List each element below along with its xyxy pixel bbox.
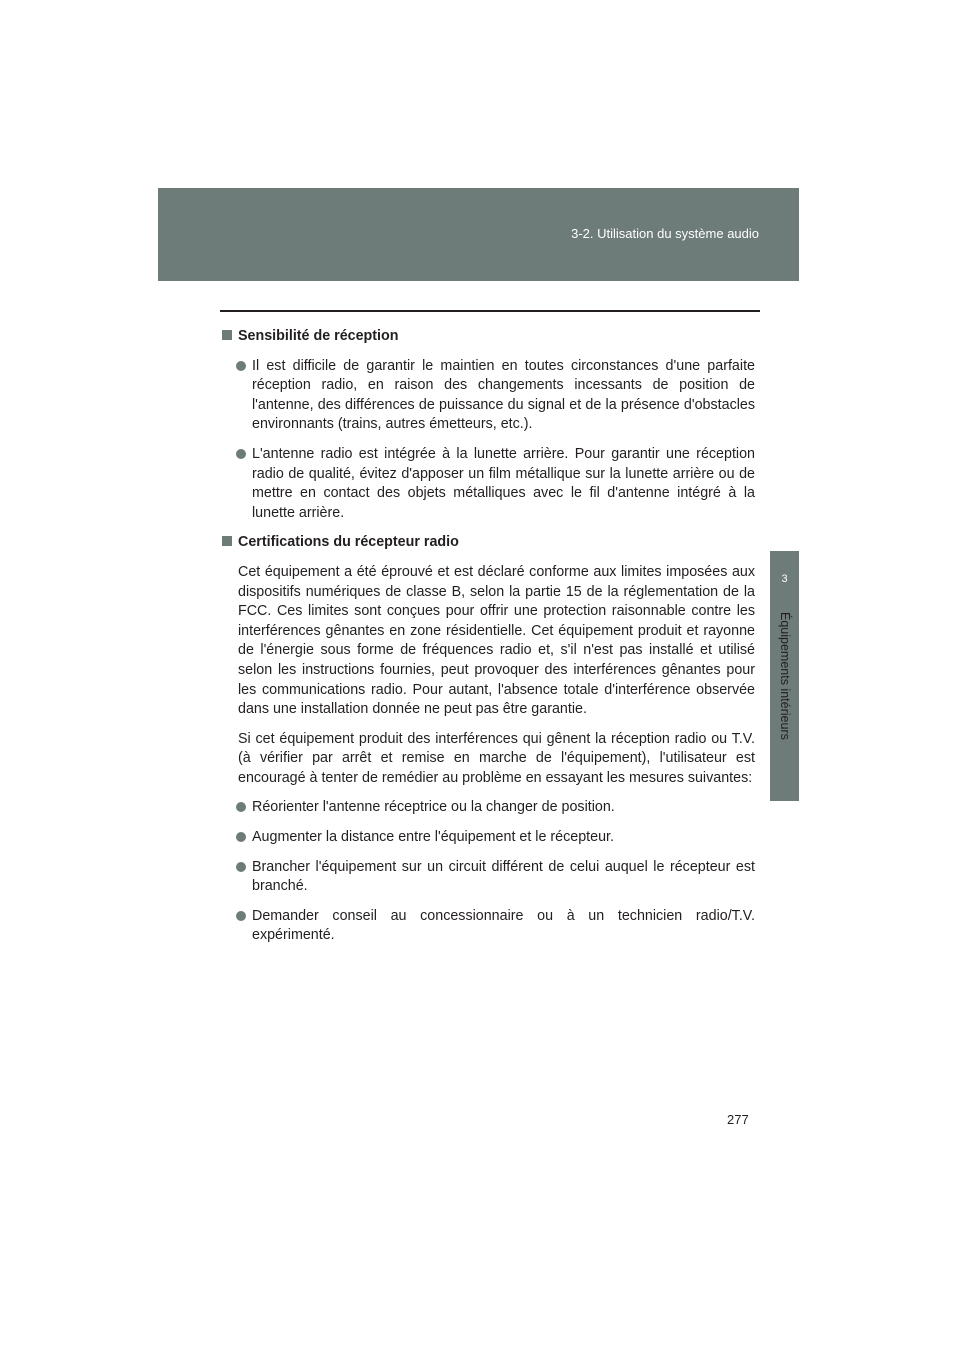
square-bullet-icon [222, 330, 232, 340]
section-heading: 3-2. Utilisation du système audio [571, 226, 759, 241]
chapter-label [773, 612, 797, 792]
round-bullet-icon [236, 802, 246, 812]
round-bullet-icon [236, 449, 246, 459]
list-item: Demander conseil au concessionnaire ou à un technicien radio/T.V. expérimenté. [236, 907, 755, 946]
page-number: 277 [727, 1112, 749, 1127]
list-item: Brancher l'équipement sur un circuit différent de celui auquel le récepteur est branché. [236, 858, 755, 897]
list-item: Augmenter la distance entre l'équipement et le récepteur. [236, 828, 755, 848]
list-item: Réorienter l'antenne réceptrice ou la changer de position. [236, 798, 755, 818]
paragraph: Si cet équipement produit des interférences qui gênent la réception radio ou T.V. (à vérifier par arrêt et remise en marche de l'équipement), l'utilisateur est encouragé à tenter de remédier au problème en essayant les mesures suivantes: [238, 730, 755, 786]
round-bullet-icon [236, 911, 246, 921]
divider [220, 310, 760, 312]
round-bullet-icon [236, 361, 246, 371]
header-band [158, 188, 799, 281]
round-bullet-icon [236, 832, 246, 842]
section-title: Certifications du récepteur radio [222, 533, 755, 553]
paragraph: Cet équipement a été éprouvé et est déclaré conforme aux limites imposées aux dispositifs numériques de classe B, selon la partie 15 de la réglementation de la FCC. Ces limites sont conçues pour offrir une protection raisonnable contre les interférences gênantes en zone résidentielle. Cet équipement produit et rayonne de l'énergie sous forme de fréquences radio et, s'il n'est pas installé et utilisé selon les instructions fournies, peut provoquer des interférences gênantes pour les communications radio. Pour autant, l'absence totale d'interférence observée dans une installation donnée ne peut pas être garantie. [238, 563, 755, 718]
round-bullet-icon [236, 862, 246, 872]
square-bullet-icon [222, 536, 232, 546]
list-item: L'antenne radio est intégrée à la lunette arrière. Pour garantir une réception radio de qualité, évitez d'apposer un film métallique sur la lunette arrière ou de mettre en contact des objets métalliques avec le fil d'antenne intégré à la lunette arrière. [236, 445, 755, 523]
list-item: Il est difficile de garantir le maintien en toutes circonstances d'une parfaite réception radio, en raison des changements incessants de position de l'antenne, des différences de puissance du signal et de la présence d'obstacles environnants (trains, autres émetteurs, etc.). [236, 357, 755, 435]
section-title: Sensibilité de réception [222, 327, 755, 347]
chapter-label-text: Équipements intérieurs [778, 612, 792, 740]
page-content [222, 327, 755, 956]
chapter-number: 3 [781, 573, 788, 585]
